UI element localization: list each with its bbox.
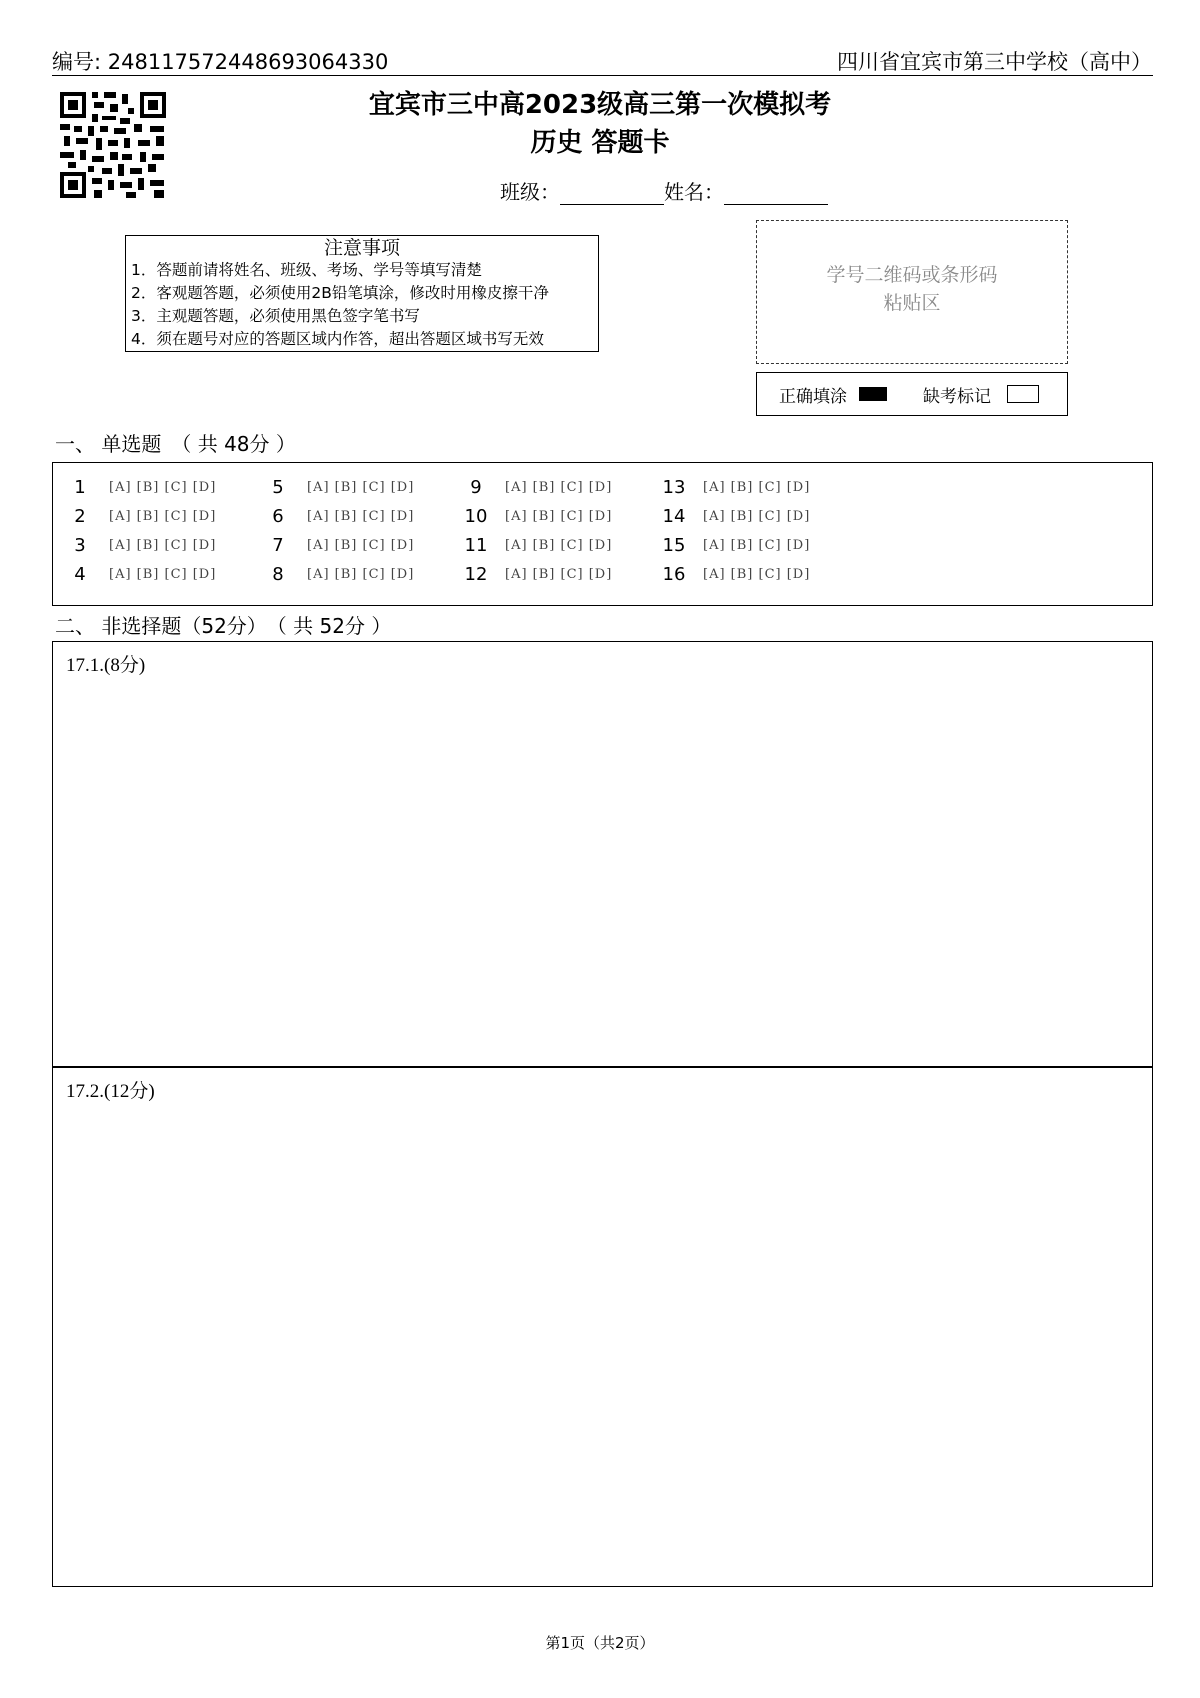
question-number: 10 xyxy=(464,506,488,527)
name-label: 姓名： xyxy=(664,180,724,204)
answer-area-label: 17.1.(8分) xyxy=(66,655,146,676)
mc-question-9 xyxy=(457,473,612,502)
notice-item: 1．答题前请将姓名、班级、考场、学号等填写清楚 xyxy=(131,261,482,279)
correct-fill-label: 正确填涂 xyxy=(779,386,847,407)
answer-options[interactable]: [A] [B] [C] [D] xyxy=(307,538,415,553)
class-blank[interactable] xyxy=(560,182,664,205)
question-number: 2 xyxy=(74,506,86,527)
question-number: 1 xyxy=(74,477,86,498)
answer-options[interactable]: [A] [B] [C] [D] xyxy=(307,509,415,524)
question-number: 9 xyxy=(470,477,482,498)
exam-subtitle: 历史 答题卡 xyxy=(530,128,670,158)
answer-options[interactable]: [A] [B] [C] [D] xyxy=(505,538,613,553)
question-number: 4 xyxy=(74,564,86,585)
mc-question-6 xyxy=(259,502,414,531)
mc-question-13 xyxy=(655,473,810,502)
fill-legend xyxy=(756,372,1068,416)
barcode-paste-area xyxy=(756,220,1068,364)
answer-options[interactable]: [A] [B] [C] [D] xyxy=(703,567,811,582)
answer-area-17-2[interactable] xyxy=(52,1067,1153,1587)
question-number: 6 xyxy=(272,506,284,527)
filled-mark-icon xyxy=(859,387,887,401)
mc-question-14 xyxy=(655,502,810,531)
name-blank[interactable] xyxy=(724,182,828,205)
barcode-label-line1: 学号二维码或条形码 xyxy=(826,264,998,286)
question-number: 16 xyxy=(662,564,686,585)
answer-options[interactable]: [A] [B] [C] [D] xyxy=(703,480,811,495)
answer-options[interactable]: [A] [B] [C] [D] xyxy=(505,509,613,524)
exam-title: 宜宾市三中高2023级高三第一次模拟考 xyxy=(368,90,832,120)
answer-options[interactable]: [A] [B] [C] [D] xyxy=(505,480,613,495)
mc-question-15 xyxy=(655,531,810,560)
notice-item: 4．须在题号对应的答题区域内作答，超出答题区域书写无效 xyxy=(131,330,544,348)
barcode-label-line2: 粘贴区 xyxy=(883,292,941,314)
multiple-choice-area xyxy=(52,462,1153,606)
answer-options[interactable]: [A] [B] [C] [D] xyxy=(109,509,217,524)
mc-question-2 xyxy=(61,502,216,531)
answer-options[interactable]: [A] [B] [C] [D] xyxy=(703,538,811,553)
notice-item: 3．主观题答题，必须使用黑色签字笔书写 xyxy=(131,307,420,325)
header-divider xyxy=(52,75,1153,76)
answer-options[interactable]: [A] [B] [C] [D] xyxy=(703,509,811,524)
answer-options[interactable]: [A] [B] [C] [D] xyxy=(109,480,217,495)
answer-options[interactable]: [A] [B] [C] [D] xyxy=(109,538,217,553)
class-label: 班级： xyxy=(500,180,560,204)
answer-options[interactable]: [A] [B] [C] [D] xyxy=(307,567,415,582)
question-number: 15 xyxy=(662,535,686,556)
question-number: 5 xyxy=(272,477,284,498)
section-2-title: 二、 非选择题（52分） （ 共 52分 ） xyxy=(55,614,392,638)
mc-question-12 xyxy=(457,560,612,589)
section-1-title: 一、 单选题 （ 共 48分 ） xyxy=(55,432,296,456)
question-number: 13 xyxy=(662,477,686,498)
mc-question-1 xyxy=(61,473,216,502)
exam-id: 编号: 248117572448693064330 xyxy=(52,50,389,74)
mc-question-8 xyxy=(259,560,414,589)
question-number: 12 xyxy=(464,564,488,585)
mc-question-5 xyxy=(259,473,414,502)
answer-area-17-1[interactable] xyxy=(52,641,1153,1067)
notice-item: 2．客观题答题，必须使用2B铅笔填涂，修改时用橡皮擦干净 xyxy=(131,284,549,302)
mc-question-7 xyxy=(259,531,414,560)
student-info-row xyxy=(500,176,828,205)
question-number: 7 xyxy=(272,535,284,556)
answer-area-label: 17.2.(12分) xyxy=(66,1081,155,1102)
question-number: 11 xyxy=(464,535,488,556)
mc-question-16 xyxy=(655,560,810,589)
mc-question-10 xyxy=(457,502,612,531)
page-number: 第1页（共2页） xyxy=(545,1634,655,1652)
answer-options[interactable]: [A] [B] [C] [D] xyxy=(505,567,613,582)
mc-question-11 xyxy=(457,531,612,560)
notice-title: 注意事项 xyxy=(323,237,400,259)
question-number: 14 xyxy=(662,506,686,527)
absent-mark-label: 缺考标记 xyxy=(923,386,991,407)
answer-options[interactable]: [A] [B] [C] [D] xyxy=(109,567,217,582)
question-number: 3 xyxy=(74,535,86,556)
mc-question-3 xyxy=(61,531,216,560)
answer-options[interactable]: [A] [B] [C] [D] xyxy=(307,480,415,495)
question-number: 8 xyxy=(272,564,284,585)
notice-box xyxy=(125,235,599,352)
mc-question-4 xyxy=(61,560,216,589)
school-name: 四川省宜宾市第三中学校（高中） xyxy=(837,50,1152,74)
absent-checkbox[interactable] xyxy=(1007,385,1039,403)
